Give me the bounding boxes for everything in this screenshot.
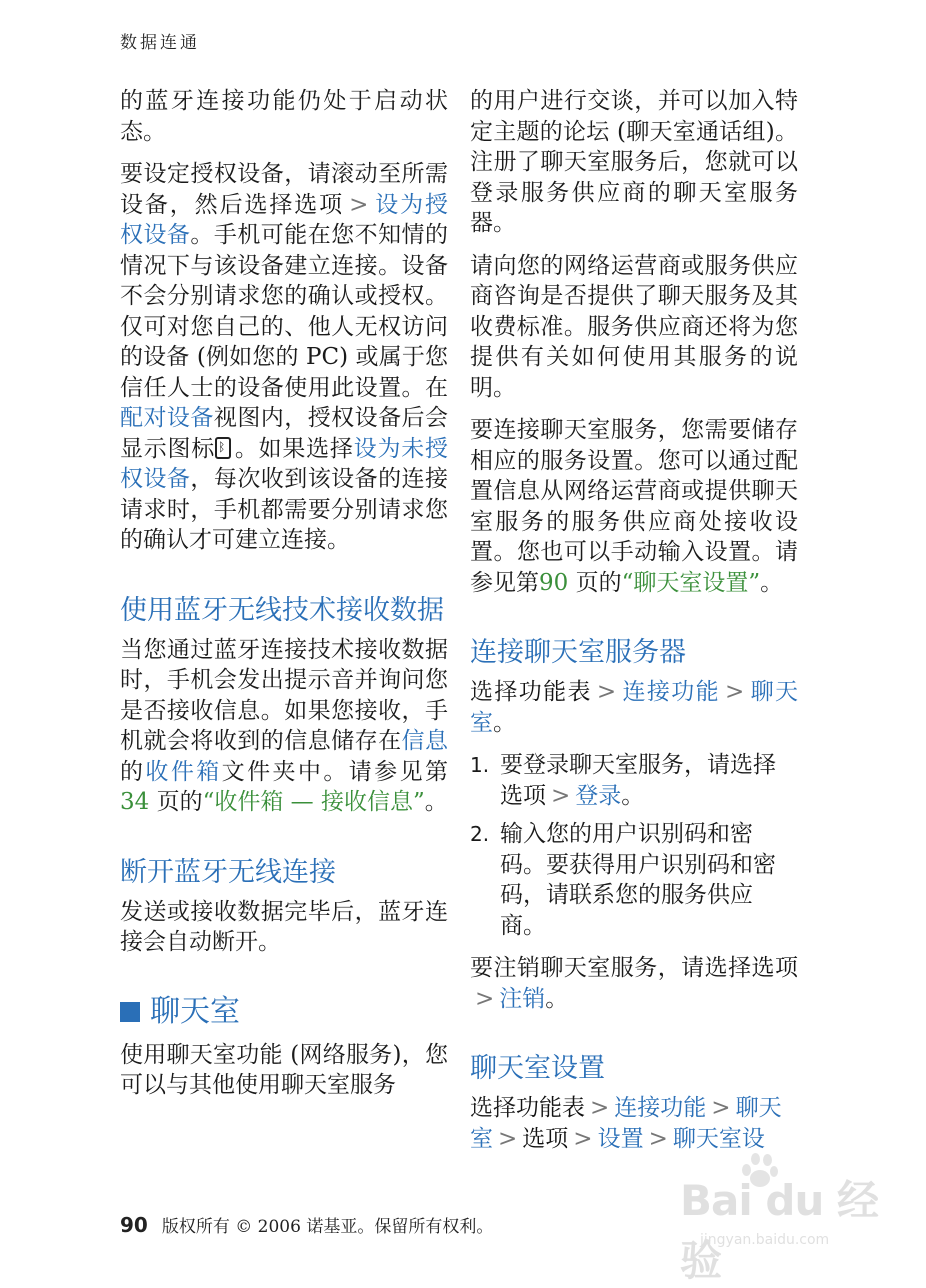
separator: > <box>711 1095 731 1121</box>
menu-set-authorized: 设为授权设备 <box>120 191 449 248</box>
separator: > <box>590 1095 610 1121</box>
cross-reference: “收件箱 — 接收信息” <box>202 789 425 815</box>
text: 。手机可能在您不知情的情况下与该设备建立连接。设备不会分别请求您的确认或授权。仅可对您自己的、他人无权访问的设备 (例如您的 PC) 或属于您信任人士的设备使用此设置。在 <box>120 222 449 401</box>
page-ref: 34 <box>120 789 150 815</box>
list-item <box>470 819 798 941</box>
paragraph-logout <box>470 953 798 1014</box>
menu-options: 选项 <box>751 955 799 981</box>
menu-login: 登录 <box>575 782 622 809</box>
menu-settings: 设置 <box>597 1125 644 1152</box>
menu-function-table: 功能表 <box>516 1095 585 1121</box>
paragraph: 请向您的网络运营商或服务供应商咨询是否提供了聊天服务及其收费标准。服务供应商还将为您提供有关如何使用其服务的说明。 <box>470 252 798 401</box>
blue-square-icon <box>120 1002 140 1022</box>
text: 视图内，授权设备后会显示图标 <box>120 405 449 462</box>
paragraph-menu-path <box>470 677 798 738</box>
menu-chat: 聊天室 <box>470 1095 782 1152</box>
running-header: 数据连通 <box>120 33 200 53</box>
page-footer <box>120 1212 493 1237</box>
watermark-url: jingyan.baidu.com <box>700 1232 830 1248</box>
link-inbox: 收件箱 <box>145 758 222 785</box>
text: 当您通过蓝牙连接技术接收数据时，手机会发出提示音并询问您是否接收信息。如果您接收，手机就会将收到的信息储存在 <box>120 636 448 754</box>
separator: > <box>498 1125 518 1152</box>
page-number: 90 <box>120 1213 148 1237</box>
heading-connect-server: 连接聊天室服务器 <box>470 637 686 668</box>
text: 页的 <box>156 789 203 815</box>
bluetooth-device-icon <box>215 437 231 459</box>
menu-options: 选项 <box>294 191 345 218</box>
text: 。 <box>621 782 645 809</box>
paragraph-receive <box>120 635 448 818</box>
text: 。 <box>760 569 784 596</box>
menu-connectivity: 连接功能 <box>614 1095 707 1121</box>
text: 的 <box>120 758 146 785</box>
separator: > <box>648 1125 668 1152</box>
menu-options: 选项 <box>500 782 546 809</box>
section-title-chat <box>120 994 448 1030</box>
paragraph: 的蓝牙连接功能仍处于启动状态。 <box>120 88 448 145</box>
section-title-text: 聊天室 <box>150 993 240 1029</box>
text: 选择 <box>470 679 519 705</box>
text: 文件夹中。请参见第 <box>221 758 449 785</box>
text: ，每次收到该设备的连接请求时，手机都需要分别请求您的确认才可建立连接。 <box>120 466 449 553</box>
menu-set-unauthorized: 设为未授权设备 <box>120 435 449 492</box>
heading-disconnect: 断开蓝牙无线连接 <box>120 856 336 888</box>
link-messages: 信息 <box>401 728 449 754</box>
menu-paired-devices: 配对设备 <box>120 405 214 431</box>
paragraph: 的用户进行交谈，并可以加入特定主题的论坛 (聊天室通话组)。注册了聊天室服务后，您就可以登录服务供应商的聊天室服务器。 <box>470 88 798 236</box>
page-ref: 90 <box>539 569 569 596</box>
separator: > <box>596 679 617 705</box>
paragraph-authorize <box>120 159 448 556</box>
text: 要登录聊天室服务，请选择 <box>500 752 776 778</box>
steps-list <box>470 750 798 941</box>
text: 要设定授权设备，请滚动至所需设备，然后选择 <box>120 161 448 218</box>
separator: > <box>349 191 369 218</box>
text: 。 <box>424 789 448 815</box>
step-number: 1. <box>470 753 490 777</box>
paragraph-chat-intro: 使用聊天室功能 (网络服务)，您可以与其他使用聊天室服务 <box>120 1041 448 1098</box>
menu-options: 选项 <box>522 1125 569 1152</box>
text: 选择 <box>470 1095 516 1121</box>
text: 要注销聊天室服务，请选择 <box>470 955 752 981</box>
copyright: 版权所有 © 2006 诺基亚。保留所有权利。 <box>161 1217 494 1237</box>
text: 。 <box>545 985 569 1012</box>
menu-chat: 聊天室 <box>470 679 799 736</box>
baidu-watermark <box>680 1150 900 1285</box>
separator: > <box>475 985 495 1012</box>
paragraph-settings-info <box>470 415 798 598</box>
watermark-brand: Bai du 经验 <box>680 1176 878 1285</box>
text: 页的 <box>575 569 622 596</box>
text: 。 <box>493 709 516 736</box>
heading-chat-settings: 聊天室设置 <box>470 1053 605 1084</box>
separator: > <box>725 679 745 705</box>
menu-connectivity: 连接功能 <box>621 679 720 705</box>
right-column <box>470 86 798 1166</box>
cross-reference: “聊天室设置” <box>621 569 761 596</box>
step-number: 2. <box>470 822 490 846</box>
menu-chat-settings: 聊天室设 <box>672 1125 765 1152</box>
list-item <box>470 750 798 811</box>
heading-receive-data: 使用蓝牙无线技术接收数据 <box>120 594 444 626</box>
left-column <box>120 86 448 1113</box>
menu-logout: 注销 <box>499 985 546 1012</box>
step-text <box>500 750 798 811</box>
separator: > <box>573 1125 593 1152</box>
step-text: 输入您的用户识别码和密码。要获得用户识别码和密码，请联系您的服务供应商。 <box>500 821 776 939</box>
text: 。如果选择 <box>234 435 354 462</box>
text: 要连接聊天室服务，您需要储存相应的服务设置。您可以通过配置信息从网络运营商或提供聊天室服务的服务供应商处接收设置。您也可以手动输入设置。请参见第 <box>470 417 798 596</box>
separator: > <box>551 782 571 809</box>
paragraph-settings-path <box>470 1093 798 1154</box>
paragraph-disconnect: 发送或接收数据完毕后，蓝牙连接会自动断开。 <box>120 898 448 955</box>
menu-function-table: 功能表 <box>518 679 592 705</box>
